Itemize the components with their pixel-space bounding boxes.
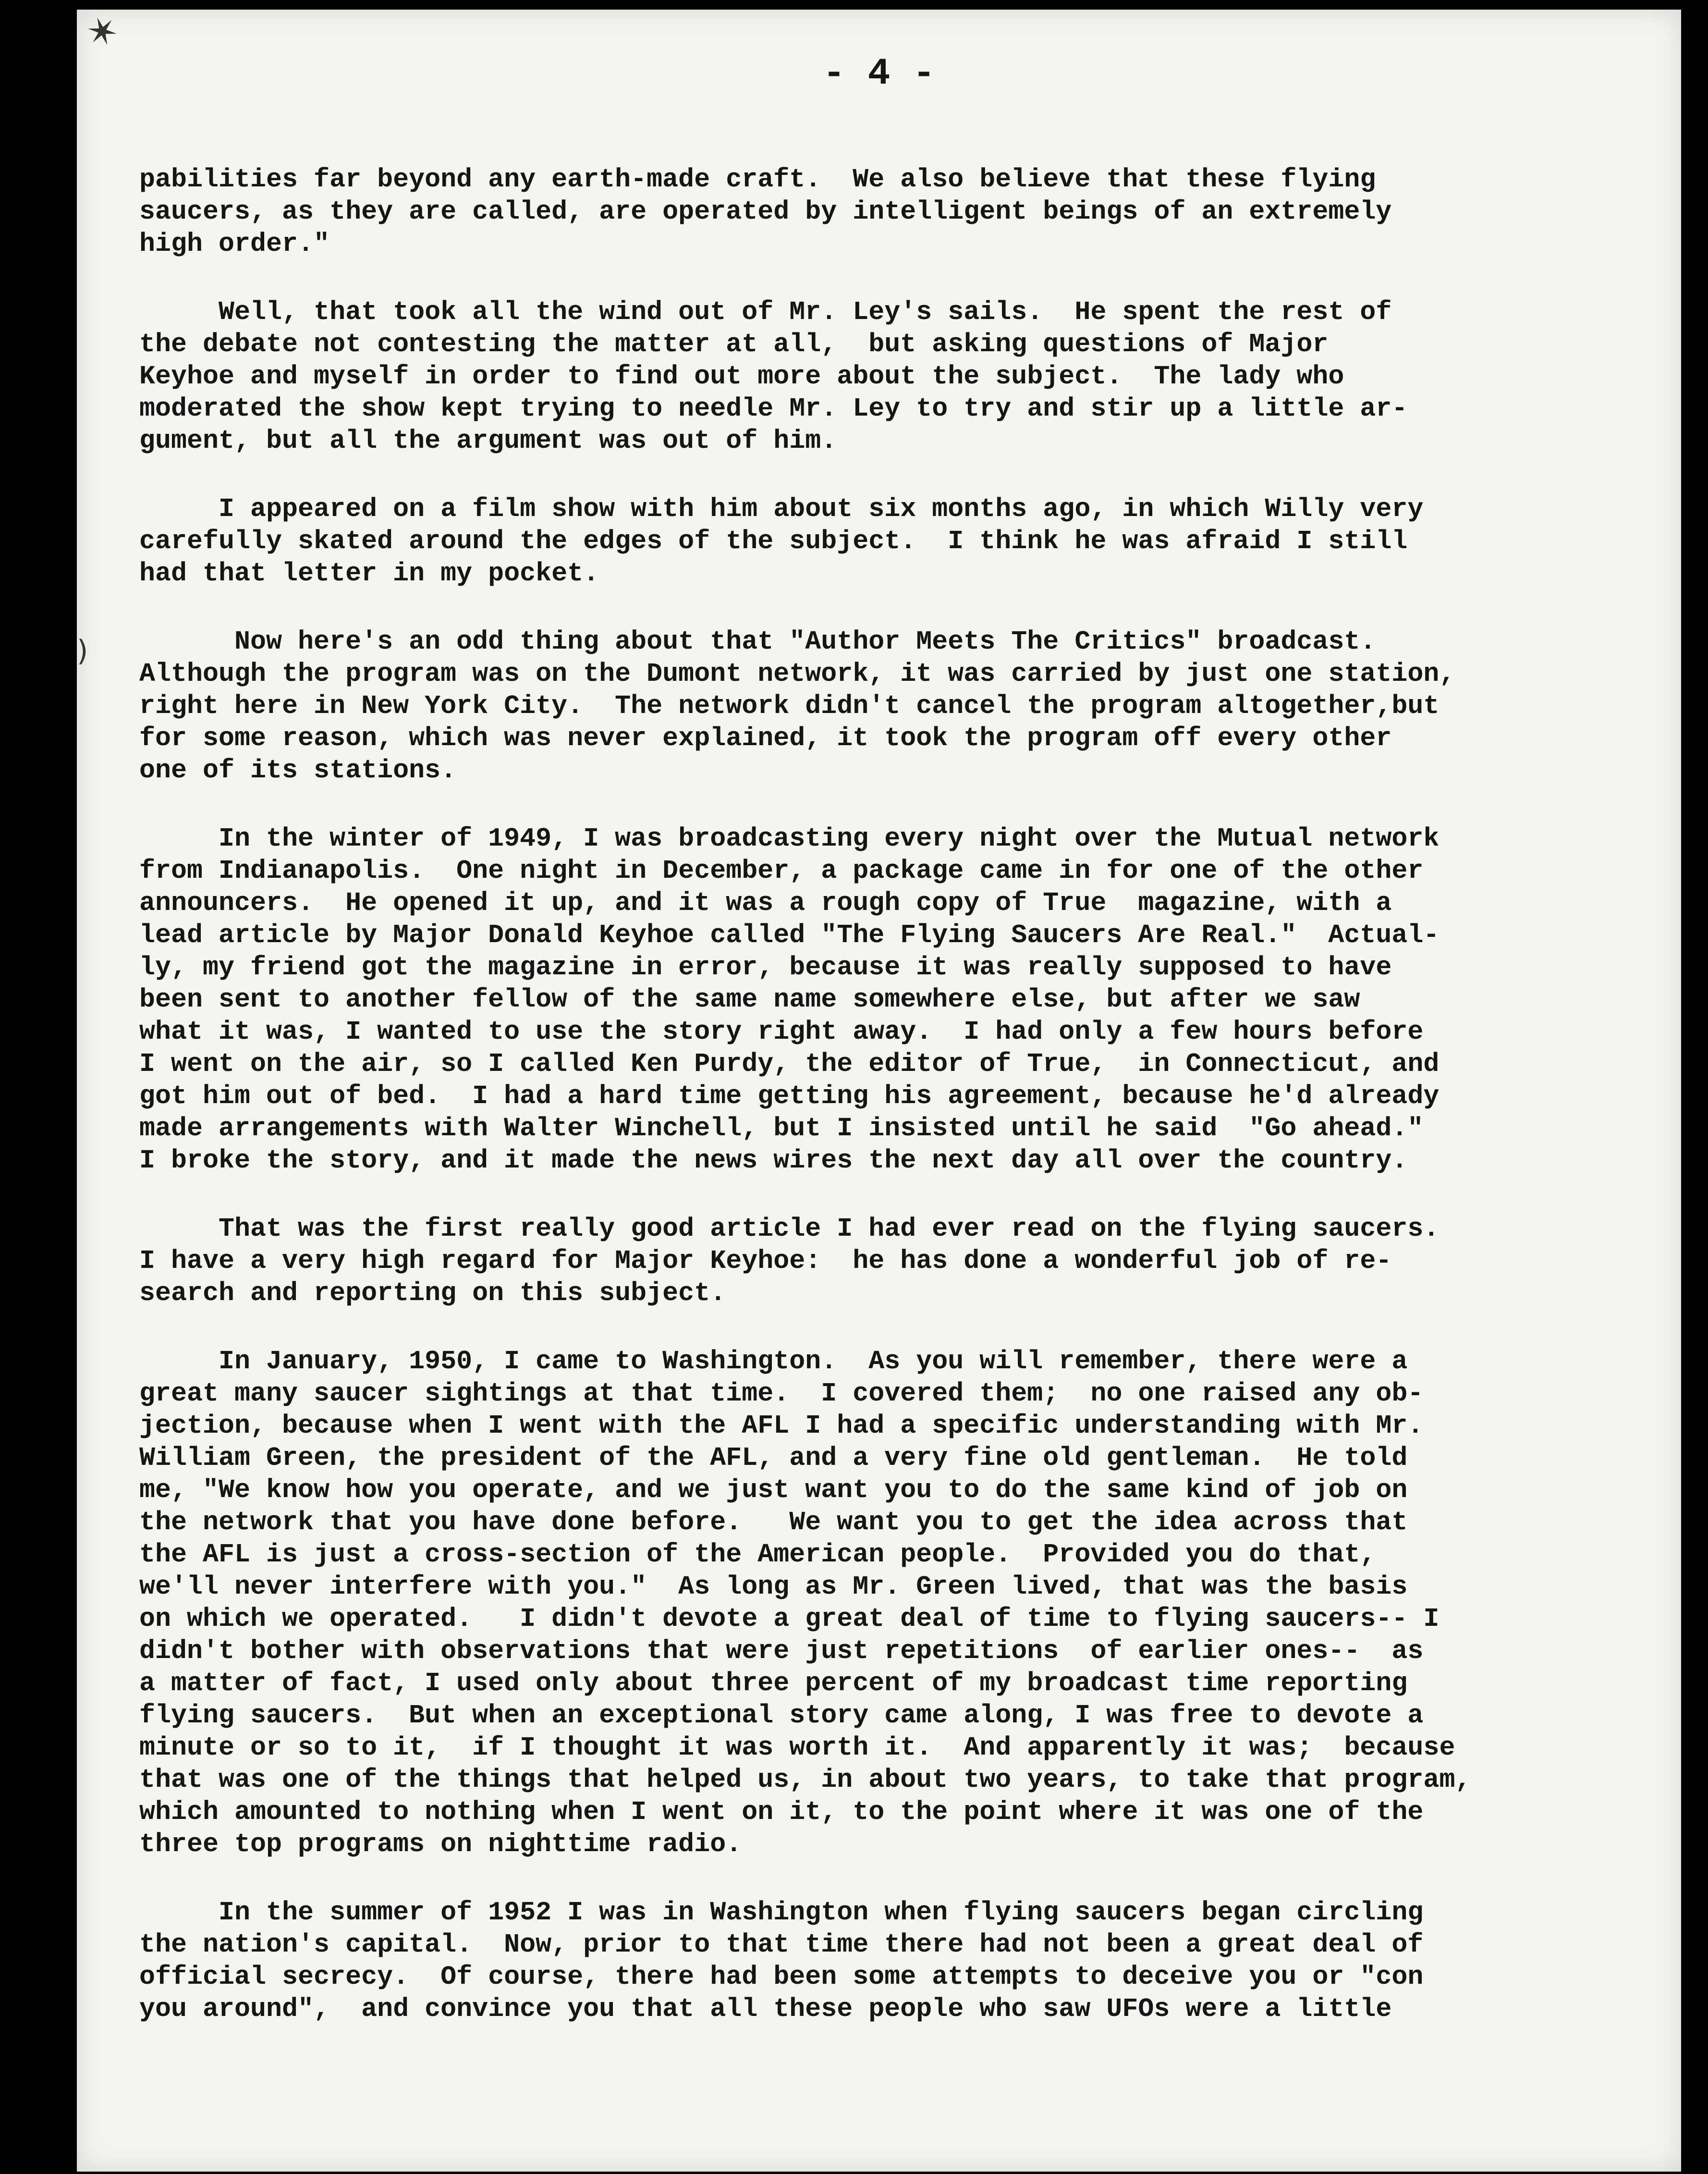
paragraph — [139, 823, 1638, 1177]
text-line: been sent to another fellow of the same name somewhere else, but after we saw — [139, 984, 1360, 1015]
text-line: which amounted to nothing when I went on it, to the point where it was one of the — [139, 1797, 1424, 1827]
text-line: search and reporting on this subject. — [139, 1278, 726, 1308]
text-line: a matter of fact, I used only about three percent of my broadcast time reporting — [139, 1668, 1408, 1698]
text-line: from Indianapolis. One night in December, a package came in for one of the other — [139, 856, 1424, 886]
text-line: carefully skated around the edges of the subject. I think he was afraid I still — [139, 526, 1408, 556]
text-line: lead article by Major Donald Keyhoe called "The Flying Saucers Are Real." Actual- — [139, 920, 1440, 950]
text-line: Well, that took all the wind out of Mr. Ley's sails. He spent the rest of — [139, 297, 1392, 327]
text-line: right here in New York City. The network didn't cancel the program altogether,but — [139, 691, 1440, 721]
text-line: the AFL is just a cross-section of the American people. Provided you do that, — [139, 1539, 1376, 1570]
margin-ink-mark: ) — [77, 634, 88, 668]
text-line: jection, because when I went with the AFL I had a specific understanding with Mr. — [139, 1411, 1424, 1441]
text-line: William Green, the president of the AFL, and a very fine old gentleman. He told — [139, 1443, 1408, 1473]
paragraph — [139, 1896, 1638, 2025]
text-line: flying saucers. But when an exceptional story came along, I was free to devote a — [139, 1700, 1424, 1731]
paragraph — [139, 493, 1638, 590]
text-line: high order." — [139, 229, 330, 259]
text-line: me, "We know how you operate, and we just want you to do the same kind of job on — [139, 1475, 1408, 1505]
body-text — [139, 163, 1638, 2061]
text-line: I appeared on a film show with him about six months ago, in which Willy very — [139, 494, 1424, 524]
text-line: made arrangements with Walter Winchell, but I insisted until he said "Go ahead." — [139, 1113, 1424, 1143]
text-line: what it was, I wanted to use the story right away. I had only a few hours before — [139, 1017, 1424, 1047]
paragraph — [139, 1345, 1638, 1860]
text-line: on which we operated. I didn't devote a great deal of time to flying saucers-- I — [139, 1604, 1440, 1634]
text-line: the network that you have done before. We want you to get the idea across that — [139, 1507, 1408, 1537]
text-line: for some reason, which was never explained, it took the program off every other — [139, 723, 1392, 753]
text-line: got him out of bed. I had a hard time getting his agreement, because he'd already — [139, 1081, 1440, 1111]
text-line: Keyhoe and myself in order to find out more about the subject. The lady who — [139, 361, 1344, 392]
text-line: Although the program was on the Dumont network, it was carried by just one station, — [139, 659, 1455, 689]
text-line: one of its stations. — [139, 755, 457, 786]
text-line: In the winter of 1949, I was broadcasting every night over the Mutual network — [139, 823, 1440, 854]
text-line: I went on the air, so I called Ken Purdy, the editor of True, in Connecticut, and — [139, 1049, 1440, 1079]
text-line: Now here's an odd thing about that "Author Meets The Critics" broadcast. — [139, 626, 1376, 657]
document-page — [77, 5, 1681, 2172]
text-line: announcers. He opened it up, and it was a rough copy of True magazine, with a — [139, 888, 1392, 918]
text-line: ly, my friend got the magazine in error, because it was really supposed to have — [139, 952, 1392, 983]
paragraph — [139, 626, 1638, 786]
text-line: we'll never interfere with you." As long as Mr. Green lived, that was the basis — [139, 1572, 1408, 1602]
text-line: gument, but all the argument was out of him. — [139, 426, 837, 456]
paragraph — [139, 163, 1638, 260]
text-line: saucers, as they are called, are operated by intelligent beings of an extremely — [139, 197, 1392, 227]
page-number: - 4 - — [822, 53, 936, 95]
text-line: the nation's capital. Now, prior to that time there had not been a great deal of — [139, 1929, 1424, 1960]
text-line: pabilities far beyond any earth-made craft. We also believe that these flying — [139, 164, 1376, 195]
corner-ink-mark: ✶ — [80, 5, 125, 59]
text-line: didn't bother with observations that were just repetitions of earlier ones-- as — [139, 1636, 1424, 1666]
text-line: moderated the show kept trying to needle Mr. Ley to try and stir up a little ar- — [139, 393, 1408, 424]
text-line: three top programs on nighttime radio. — [139, 1829, 742, 1859]
text-line: I broke the story, and it made the news wires the next day all over the country. — [139, 1145, 1408, 1176]
text-line: official secrecy. Of course, there had been some attempts to deceive you or "con — [139, 1962, 1424, 1992]
text-line: In January, 1950, I came to Washington. As you will remember, there were a — [139, 1346, 1408, 1376]
paragraph — [139, 1213, 1638, 1309]
text-line: that was one of the things that helped us, in about two years, to take that program, — [139, 1765, 1471, 1795]
text-line: That was the first really good article I had ever read on the flying saucers. — [139, 1214, 1440, 1244]
paragraph — [139, 296, 1638, 457]
text-line: you around", and convince you that all these people who saw UFOs were a little — [139, 1994, 1392, 2024]
text-line: great many saucer sightings at that time. I covered them; no one raised any ob- — [139, 1378, 1424, 1409]
text-line: In the summer of 1952 I was in Washington when flying saucers began circling — [139, 1897, 1424, 1928]
text-line: the debate not contesting the matter at all, but asking questions of Major — [139, 329, 1329, 359]
text-line: had that letter in my pocket. — [139, 558, 599, 589]
text-line: minute or so to it, if I thought it was worth it. And apparently it was; because — [139, 1732, 1455, 1763]
text-line: I have a very high regard for Major Keyhoe: he has done a wonderful job of re- — [139, 1246, 1392, 1276]
